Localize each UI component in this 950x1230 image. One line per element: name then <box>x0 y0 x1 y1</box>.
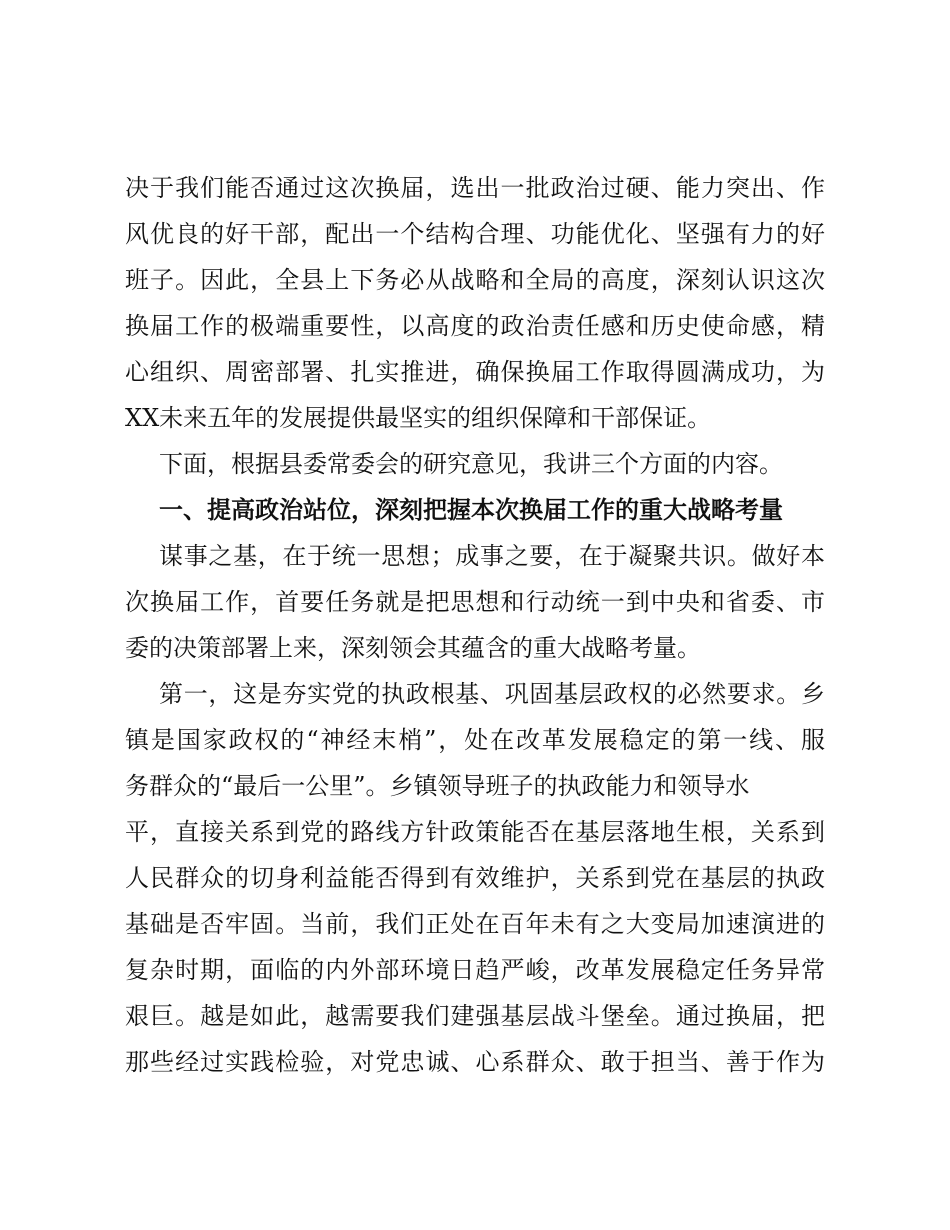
section-heading: 一、提高政治站位，深刻把握本次换届工作的重大战略考量 <box>159 496 783 524</box>
paragraph-line: 人民群众的切身利益能否得到有效维护，关系到党在基层的执政 <box>125 864 825 892</box>
paragraph-line: 艰巨。越是如此，越需要我们建强基层战斗堡垒。通过换届，把 <box>125 1002 825 1030</box>
paragraph-line: 务群众的“最后一公里”。乡镇领导班子的执政能力和领导水 <box>125 772 750 800</box>
paragraph-line: 谋事之基，在于统一思想；成事之要，在于凝聚共识。做好本 <box>159 542 825 570</box>
paragraph-line: 复杂时期，面临的内外部环境日趋严峻，改革发展稳定任务异常 <box>125 956 825 984</box>
paragraph-line: 基础是否牢固。当前，我们正处在百年未有之大变局加速演进的 <box>125 910 825 938</box>
paragraph-line: 委的决策部署上来，深刻领会其蕴含的重大战略考量。 <box>125 634 701 662</box>
paragraph-line: 风优良的好干部，配出一个结构合理、功能优化、坚强有力的好 <box>125 220 825 248</box>
paragraph-line: 次换届工作，首要任务就是把思想和行动统一到中央和省委、市 <box>125 588 825 616</box>
paragraph-line: 平，直接关系到党的路线方针政策能否在基层落地生根，关系到 <box>125 818 825 846</box>
paragraph-line: 镇是国家政权的“神经末梢”，处在改革发展稳定的第一线、服 <box>125 726 825 754</box>
paragraph-line: 那些经过实践检验，对党忠诚、心系群众、敢于担当、善于作为 <box>125 1048 825 1076</box>
document-body <box>125 165 825 1085</box>
paragraph-line: 心组织、周密部署、扎实推进，确保换届工作取得圆满成功，为 <box>125 358 825 386</box>
paragraph-line: 下面，根据县委常委会的研究意见，我讲三个方面的内容。 <box>159 450 783 478</box>
paragraph-line: 决于我们能否通过这次换届，选出一批政治过硬、能力突出、作 <box>125 174 825 202</box>
paragraph-line: 换届工作的极端重要性，以高度的政治责任感和历史使命感，精 <box>125 312 825 340</box>
paragraph-line: XX未来五年的发展提供最坚实的组织保障和干部保证。 <box>125 404 712 432</box>
paragraph-line: 班子。因此，全县上下务必从战略和全局的高度，深刻认识这次 <box>125 266 825 294</box>
paragraph-line: 第一，这是夯实党的执政根基、巩固基层政权的必然要求。乡 <box>159 680 825 708</box>
